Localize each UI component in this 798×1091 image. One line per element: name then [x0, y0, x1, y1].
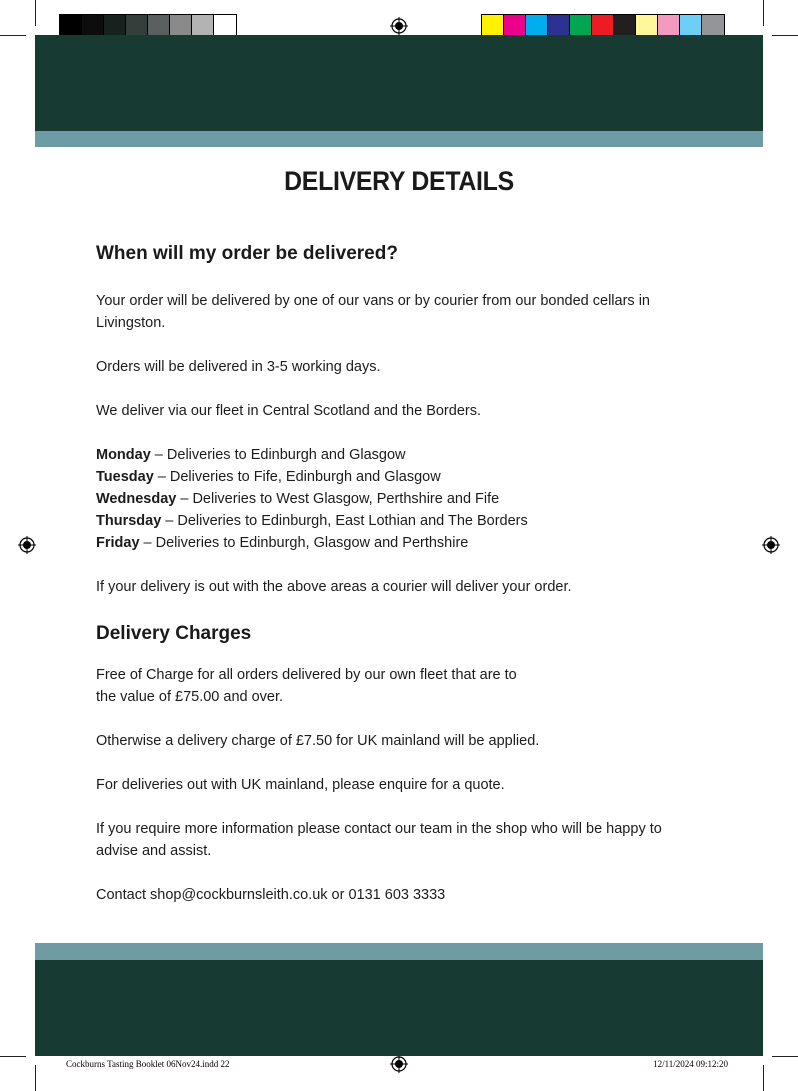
registration-mark-icon [390, 1055, 408, 1073]
paragraph: Orders will be delivered in 3-5 working days. [96, 359, 381, 375]
schedule-day: Tuesday [96, 469, 154, 485]
page-title: DELIVERY DETAILS [284, 166, 514, 196]
header-stripe [35, 131, 763, 147]
registration-mark-icon [18, 536, 36, 554]
schedule-detail: – Deliveries to West Glasgow, Perthshire and Fife [176, 491, 500, 507]
schedule-row [96, 466, 716, 488]
section-heading-delivery-charges: Delivery Charges [96, 623, 252, 644]
paragraph [96, 664, 716, 708]
header-band [35, 35, 763, 131]
schedule-day: Thursday [96, 513, 162, 529]
schedule-day: Wednesday [96, 491, 177, 507]
text-line: the value of £75.00 and over. [96, 689, 284, 705]
section-heading-delivery-time: When will my order be delivered? [96, 243, 398, 264]
crop-mark [0, 1056, 26, 1057]
paragraph [96, 290, 716, 334]
paragraph: If your delivery is out with the above areas a courier will deliver your order. [96, 579, 572, 595]
schedule-row [96, 444, 716, 466]
crop-mark [35, 0, 36, 26]
delivery-schedule [96, 444, 716, 554]
slug-filename: Cockburns Tasting Booklet 06Nov24.indd 22 [66, 1059, 230, 1069]
crop-mark [0, 35, 26, 36]
crop-mark [35, 1065, 36, 1091]
text-line: Your order will be delivered by one of our vans or by courier from our bonded cellars in [96, 293, 650, 309]
text-line: Free of Charge for all orders delivered by our own fleet that are to [96, 667, 517, 683]
schedule-detail: – Deliveries to Edinburgh, East Lothian and The Borders [161, 513, 528, 529]
footer-stripe [35, 943, 763, 960]
contact-line: Contact shop@cockburnsleith.co.uk or 0131 603 3333 [96, 887, 446, 903]
schedule-detail: – Deliveries to Fife, Edinburgh and Glasgow [153, 469, 441, 485]
content-body [96, 240, 716, 906]
schedule-day: Friday [96, 535, 140, 551]
schedule-row [96, 488, 716, 510]
text-line: If you require more information please contact our team in the shop who will be happy to [96, 821, 662, 837]
schedule-detail: – Deliveries to Edinburgh, Glasgow and Perthshire [139, 535, 469, 551]
crop-mark [772, 1056, 798, 1057]
crop-mark [763, 0, 764, 26]
schedule-row [96, 532, 716, 554]
text-line: Livingston. [96, 315, 166, 331]
text-line: advise and assist. [96, 843, 212, 859]
schedule-day: Monday [96, 447, 151, 463]
paragraph [96, 818, 716, 862]
footer-band [35, 960, 763, 1056]
registration-mark-icon [762, 536, 780, 554]
paragraph: For deliveries out with UK mainland, please enquire for a quote. [96, 777, 505, 793]
crop-mark [763, 1065, 764, 1091]
paragraph: Otherwise a delivery charge of £7.50 for UK mainland will be applied. [96, 733, 540, 749]
registration-mark-icon [390, 17, 408, 35]
schedule-row [96, 510, 716, 532]
slug-timestamp: 12/11/2024 09:12:20 [653, 1059, 728, 1069]
crop-mark [772, 35, 798, 36]
paragraph: We deliver via our fleet in Central Scotland and the Borders. [96, 403, 481, 419]
schedule-detail: – Deliveries to Edinburgh and Glasgow [150, 447, 406, 463]
